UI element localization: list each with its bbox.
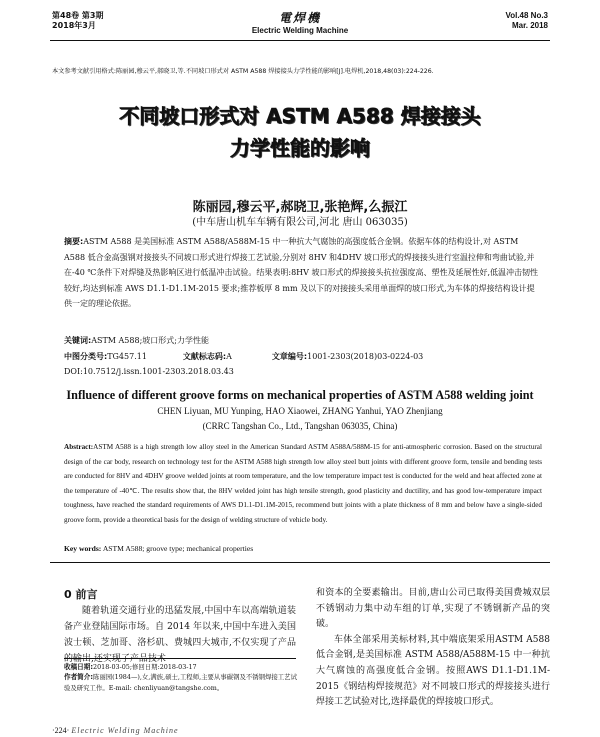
section-heading: 0 前言: [64, 588, 98, 601]
abstract-en-text: ASTM A588 is a high strength low alloy steel in the American Standard ASTM A588A/588M-15 for anti-atmospheric corrosion. Based on the structural design of the car body, research on technology test for the ASTM A588 high strength low alloy steel butt joints with different groove form, tensile and bending tests are conducted for 8HV and 4DHV groove welded joints at room temperature, and the low temperature impact test is conducted for the weld and heat affected zone at the temperature of -40℃. The results show that, the 8HV welded joint has high tensile strength, good plasticity and ductility, and has good low-temperature impact toughness, have reached the standard requirements of AWS D1.1-D1.1M-2015, recommend butt joints with a plate thickness of 8 mm and below have a single-sided groove form, provide a theoretical basis for the design of welding structure of vehicle body.: [64, 443, 542, 524]
abstract-en-label: Abstract:: [64, 443, 94, 451]
article-no-value: 1001-2303(2018)03-0224-03: [307, 352, 424, 361]
abstract-cn: [64, 234, 540, 312]
right-column: [316, 586, 550, 711]
title-line-2: 力学性能的影响: [230, 136, 370, 160]
keywords-cn: [64, 335, 209, 346]
header-left: [52, 11, 103, 31]
title-en: Influence of different groove forms on mechanical properties of ASTM A588 welding joint: [66, 388, 534, 402]
header-right: [505, 11, 548, 31]
affiliation-cn: (中车唐山机车车辆有限公司,河北 唐山 063035): [192, 217, 408, 228]
article-no-label: 文章编号:: [271, 352, 308, 361]
authors-en: CHEN Liyuan, MU Yunping, HAO Xiaowei, ZHANG Yanhui, YAO Zhenjiang: [157, 406, 443, 416]
right-paragraph-1: 和资本的全要素输出。目前,唐山公司已取得美国费城双层不锈钢动力集中动车组的订单,实现了不锈钢新产品的突破。: [316, 588, 550, 630]
abstract-divider: [50, 562, 550, 563]
abstract-en: [64, 440, 542, 528]
authors-cn: 陈丽园,穆云平,郝晓卫,张艳辉,么振江: [192, 200, 408, 215]
paper-title: [40, 100, 560, 164]
keywords-en-label: Key words:: [64, 544, 102, 553]
date-cn: 2018年3月: [52, 21, 96, 30]
title-line-1: 不同坡口形式对 ASTM A588 焊接接头: [119, 104, 481, 128]
keywords-cn-label: 关键词:: [64, 336, 92, 345]
header-divider: [50, 40, 550, 41]
author-info-label: 作者简介:: [64, 673, 94, 682]
citation-line: 本文参考文献引用格式:陈丽园,穆云平,郝晓卫,等.不同坡口形式对 ASTM A588 焊接接头力学性能的影响[J].电焊机,2018,48(03):224-226.: [52, 68, 434, 75]
doc-code-value: A: [226, 352, 232, 361]
volume-en: Vol.48 No.3: [505, 11, 548, 20]
page-number: ·224·: [52, 726, 70, 735]
abstract-cn-label: 摘要:: [64, 237, 84, 246]
journal-logo-cn: 電焊機: [278, 11, 321, 25]
date-en: Mar. 2018: [511, 21, 548, 30]
footer-journal: Electric Welding Machine: [71, 726, 179, 735]
left-column-text: 随着轨道交通行业的迅猛发展,中国中车以高端轨道装备产业登陆国际市场。自 2014 年以来,中国中车进入美国波士顿、芝加哥、洛杉矶、费城四大城市,不仅实现了产品的输出,还实现了产品技术: [64, 606, 296, 664]
right-paragraph-2: 车体全部采用美标材料,其中端底架采用ASTM A588 低合金钢,是美国标准 ASTM A588/A588M-15 中一种抗大气腐蚀的高强度低合金钢。按照AWS D1.1-D1.1M-2015《钢结构焊接规范》对不同坡口形式的焊接接头进行焊接工艺试验对比,选择最优的焊接坡口形式。: [316, 634, 550, 708]
doc-code-label: 文献标志码:: [182, 352, 227, 361]
header-center: [200, 9, 400, 35]
keywords-en: [64, 544, 253, 553]
page-footer: [52, 726, 179, 735]
clc-value: TG457.11: [107, 352, 147, 361]
received-text: 2018-03-05;修回日期:2018-03-17: [93, 663, 197, 671]
journal-name-en: Electric Welding Machine: [251, 26, 349, 35]
affiliation-en: (CRRC Tangshan Co., Ltd., Tangshan 063035, China): [202, 421, 398, 431]
footnote: [64, 662, 298, 693]
abstract-cn-text: ASTM A588 是美国标准 ASTM A588/A588M-15 中一种抗大气腐蚀的高强度低合金钢。依据车体的结构设计,对 ASTM A588 低合金高强钢对接接头不同坡口形式进行焊接工艺试验,分别对 8HV 和4DHV 坡口形式的焊接接头进行室温拉伸和弯曲试验,并在-40 ℃条件下对焊缝及热影响区进行低温冲击试验。结果表明:8HV 坡口形式的焊接接头抗拉强度高、塑性及延展性好,低温冲击韧性较好,均达到标准 AWS D1.1-D1.1M-2015 要求;推荐板厚 8 mm 及以下的对接接头采用单面焊的坡口形式,为车体的焊接结构设计提供一定的理论依据。: [64, 237, 538, 308]
received-label: 收稿日期:: [64, 663, 94, 671]
classification-line: [64, 351, 423, 362]
doi: DOI:10.7512/j.issn.1001-2303.2018.03.43: [64, 367, 234, 376]
clc-label: 中图分类号:: [64, 352, 108, 361]
keywords-en-text: ASTM A588; groove type; mechanical properties: [102, 544, 254, 553]
keywords-cn-text: ASTM A588;坡口形式;力学性能: [91, 336, 209, 345]
author-info-text: 陈丽园(1984—),女,满族,硕士,工程师,主要从事碳钢及不锈钢焊接工艺试验及研究工作。E-mail: chenliyuan@tangshe.com。: [64, 673, 297, 692]
volume-cn: 第48卷 第3期: [52, 11, 104, 20]
footnote-divider: [64, 658, 296, 659]
